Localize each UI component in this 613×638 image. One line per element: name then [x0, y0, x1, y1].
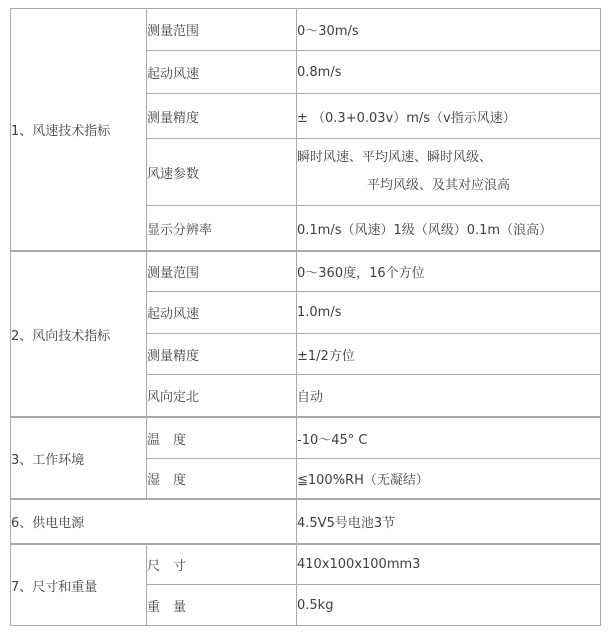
spec-group-dimensions-weight	[10, 544, 601, 626]
param-value: 0.8m/s	[297, 51, 601, 94]
param-value: 0～30m/s	[297, 9, 601, 51]
param-label: 尺 寸	[147, 545, 297, 585]
param-label: 风向定北	[147, 375, 297, 417]
param-value: -10～45° C	[297, 418, 601, 459]
group-title: 1、风速技术指标	[11, 9, 147, 251]
spec-group-power	[10, 499, 601, 544]
param-value: 1.0m/s	[297, 292, 601, 334]
param-value: 410x100x100mm3	[297, 545, 601, 585]
param-label: 风速参数	[147, 139, 297, 206]
spec-group-wind-direction	[10, 251, 601, 417]
spec-group-wind-speed	[10, 8, 601, 251]
param-label: 测量范围	[147, 252, 297, 292]
param-value: ≦100%RH（无凝结）	[297, 459, 601, 499]
param-label: 湿 度	[147, 459, 297, 499]
table-row	[11, 545, 601, 585]
param-label: 测量范围	[147, 9, 297, 51]
param-value: 0.1m/s（风速）1级（风级）0.1m（浪高）	[297, 206, 601, 251]
param-value: 自动	[297, 375, 601, 417]
spec-group-environment	[10, 417, 601, 499]
table-row	[11, 252, 601, 292]
param-label: 显示分辨率	[147, 206, 297, 251]
param-label: 重 量	[147, 585, 297, 626]
param-value: 0.5kg	[297, 585, 601, 626]
param-label: 温 度	[147, 418, 297, 459]
group-title: 7、尺寸和重量	[11, 545, 147, 626]
param-value: ± （0.3+0.03v）m/s（v指示风速）	[297, 94, 601, 139]
param-label: 测量精度	[147, 334, 297, 375]
table-row	[11, 9, 601, 51]
param-value: ±1/2方位	[297, 334, 601, 375]
group-title: 3、工作环境	[11, 418, 147, 499]
param-label: 起动风速	[147, 51, 297, 94]
value-line-2: 平均风级、及其对应浪高	[367, 178, 511, 193]
table-row	[11, 500, 601, 544]
value-line-1: 瞬时风速、平均风速、瞬时风级、	[297, 150, 493, 165]
param-label: 测量精度	[147, 94, 297, 139]
param-value: 4.5V5号电池3节	[297, 500, 601, 544]
group-title: 2、风向技术指标	[11, 252, 147, 417]
param-value: 0～360度，16个方位	[297, 252, 601, 292]
param-label: 起动风速	[147, 292, 297, 334]
group-title: 6、供电电源	[11, 500, 297, 544]
table-row	[11, 418, 601, 459]
param-value	[297, 139, 601, 206]
